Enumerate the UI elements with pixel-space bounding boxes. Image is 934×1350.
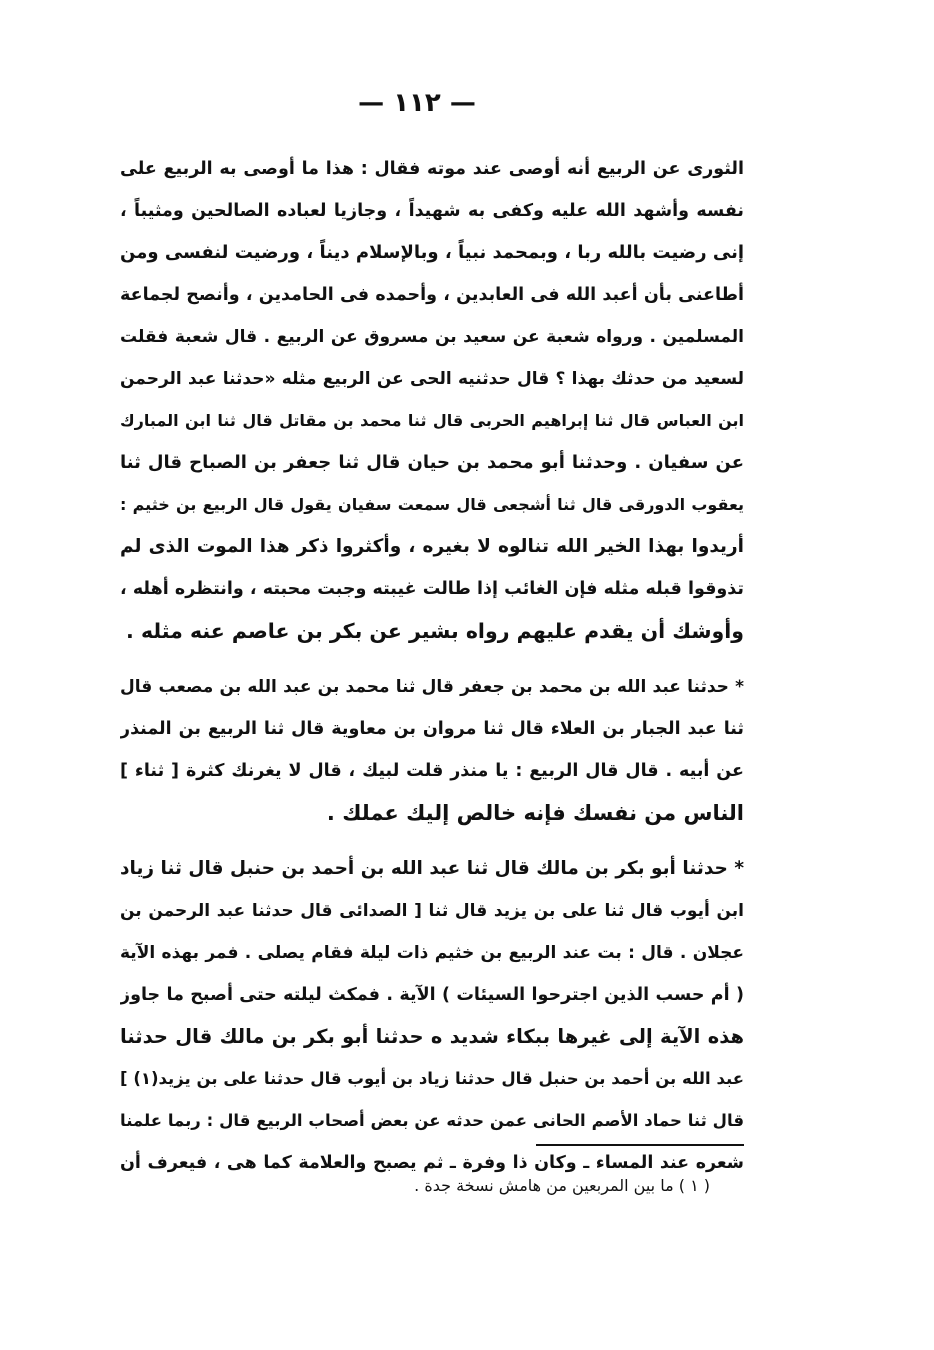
text-line: عجلان . قال : بت عند الربيع بن خثيم ذات ليلة فقام يصلى . فمر بهذه الآية — [120, 943, 744, 963]
text-line: تذوقوا قبله مثله فإن الغائب إذا طالت غيبته وجبت محبته ، وانتظره أهله ، — [120, 579, 744, 599]
footnote-separator — [536, 1144, 744, 1146]
paragraph — [120, 848, 744, 1184]
text-line: وأوشك أن يقدم عليهم رواه بشير عن بكر بن عاصم عنه مثله . — [126, 619, 744, 643]
text-line: نفسه وأشهد الله عليه وكفى به شهيداً ، وجازيا لعباده الصالحين ومثيباً ، — [120, 201, 744, 221]
paragraph-gap — [120, 652, 744, 666]
text-line: لسعيد من حدثك بهذا ؟ قال حدثنيه الحى عن الربيع مثله «حدثنا عبد الرحمن — [120, 369, 744, 389]
text-line: يعقوب الدورقى قال ثنا أشجعى قال سمعت سفيان يقول قال الربيع بن خثيم : — [120, 495, 744, 514]
text-line: هذه الآية إلى غيرها ببكاء شديد ه حدثنا أبو بكر بن مالك قال حدثنا — [120, 1025, 744, 1048]
text-line: قال ثنا حماد الأصم الحانى عمن حدثه عن بعض أصحاب الربيع قال : ربما علمنا — [120, 1111, 744, 1130]
text-line: إنى رضيت بالله ربا ، وبمحمد نبياً ، وبالإسلام ديناً ، ورضيت لنفسى ومن — [120, 242, 744, 263]
text-line: أريدوا بهذا الخير الله تنالوه لا بغيره ، وأكثروا ذكر هذا الموت الذى لم — [120, 536, 744, 557]
text-line: عن سفيان . وحدثنا أبو محمد بن حيان قال ثنا جعفر بن الصباح قال ثنا — [120, 452, 744, 473]
text-line: * حدثنا أبو بكر بن مالك قال ثنا عبد الله بن أحمد بن حنبل قال ثنا زياد — [120, 858, 744, 879]
paragraph — [120, 148, 744, 652]
text-line: عبد الله بن أحمد بن حنبل قال حدثنا زياد بن أيوب قال حدثنا على بن يزيد(١) ] — [120, 1069, 744, 1088]
page-number: — ١١٢ — — [358, 88, 476, 118]
body-text — [120, 148, 744, 1184]
text-line: أطاعنى بأن أعبد الله فى العابدين ، وأحمده فى الحامدين ، وأنصح لجماعة — [120, 285, 744, 305]
text-line: ابن العباس قال ثنا إبراهيم الحربى قال ثنا محمد بن مقاتل قال ثنا ابن المبارك — [120, 411, 744, 430]
text-line: المسلمين . ورواه شعبة عن سعيد بن مسروق عن الربيع . قال شعبة فقلت — [120, 327, 744, 347]
text-line: عن أبيه . قال قال الربيع : يا منذر قلت لبيك ، قال لا يغرنك كثرة [ ثناء ] — [120, 761, 744, 781]
text-line: ثنا عبد الجبار بن العلاء قال ثنا مروان بن معاوية قال ثنا الربيع بن المنذر — [120, 719, 744, 739]
paragraph — [120, 666, 744, 834]
text-line: * حدثنا عبد الله بن محمد بن جعفر قال ثنا محمد بن عبد الله بن مصعب قال — [120, 677, 744, 697]
text-line: الثورى عن الربيع أنه أوصى عند موته فقال : هذا ما أوصى به الربيع على — [120, 159, 744, 179]
paragraph-gap — [120, 834, 744, 848]
footnote: ( ١ ) ما بين المربعين من هامش نسخة جدة . — [414, 1176, 710, 1195]
text-line: ابن أيوب قال ثنا على بن يزيد قال ثنا [ الصدائى قال حدثنا عبد الرحمن بن — [120, 901, 744, 921]
text-line: الناس من نفسك فإنه خالص إليك عملك . — [326, 801, 744, 825]
text-line: شعره عند المساء ـ وكان ذا وفرة ـ ثم يصبح والعلامة كما هى ، فيعرف أن — [120, 1153, 744, 1173]
text-line: ( أم حسب الذين اجترحوا السيئات ) الآية . فمكث ليلته حتى أصبح ما جاوز — [120, 985, 744, 1005]
